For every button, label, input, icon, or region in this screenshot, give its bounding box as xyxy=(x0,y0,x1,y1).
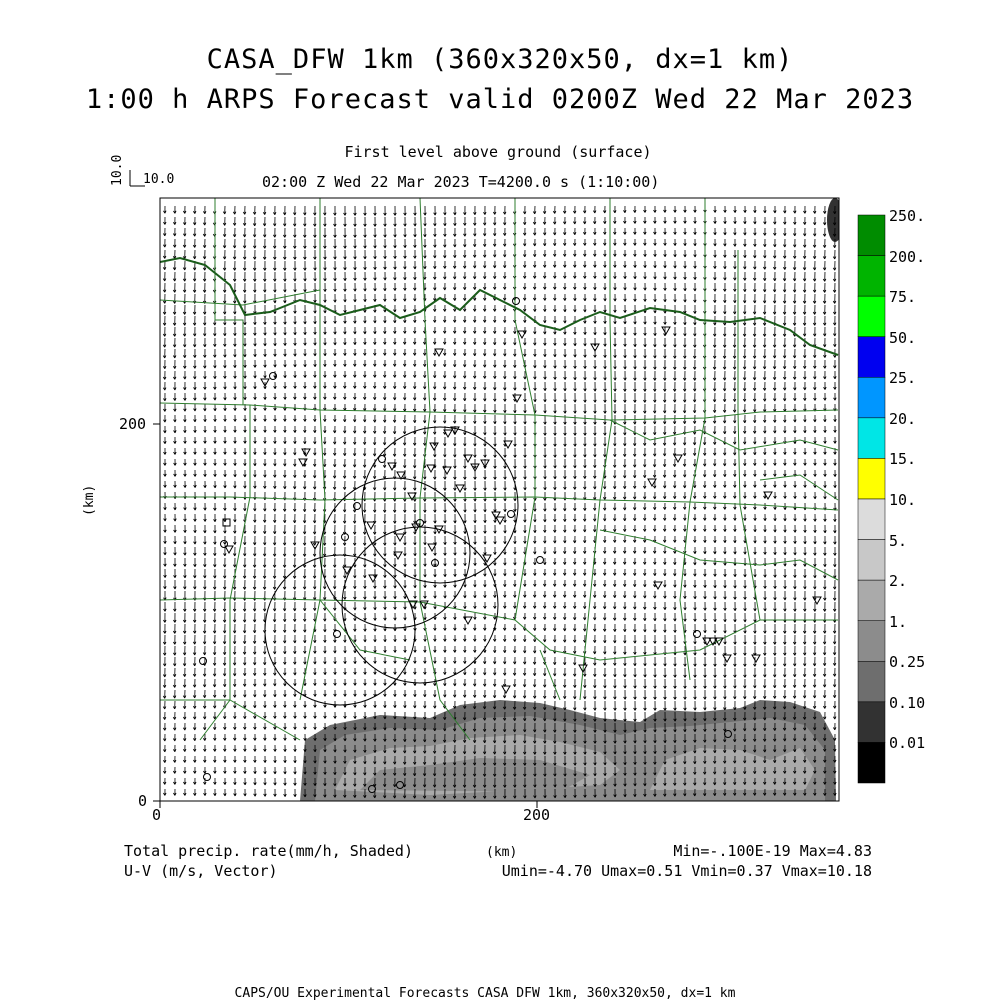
precip-min-max: Min=-.100E-19 Max=4.83 xyxy=(673,842,872,860)
level-label: First level above ground (surface) xyxy=(344,143,652,161)
station-triangle xyxy=(302,449,310,456)
colorbar-swatch xyxy=(858,377,885,418)
plot-title-line2: 1:00 h ARPS Forecast valid 0200Z Wed 22 Mar 2023 xyxy=(85,84,915,115)
colorbar-swatch xyxy=(858,458,885,499)
colorbar-swatch xyxy=(858,540,885,581)
wind-field-label: U-V (m/s, Vector) xyxy=(124,862,278,880)
colorbar-label: 1. xyxy=(889,612,908,631)
colorbar-label: 0.01 xyxy=(889,734,926,753)
colorbar-swatch xyxy=(858,621,885,662)
x-axis-label: (km) xyxy=(486,845,518,860)
colorbar-swatch xyxy=(858,215,885,256)
colorbar-label: 0.10 xyxy=(889,693,926,712)
colorbar-label: 200. xyxy=(889,247,926,266)
colorbar-label: 250. xyxy=(889,207,926,225)
colorbar-label: 10. xyxy=(889,491,917,509)
credit-line: CAPS/OU Experimental Forecasts CASA DFW 1km, 360x320x50, dx=1 km xyxy=(234,986,736,1001)
colorbar-swatch xyxy=(858,742,885,783)
station-circle xyxy=(508,511,515,518)
station-triangle xyxy=(443,467,451,474)
y-tick-0: 0 xyxy=(138,792,148,810)
colorbar-label: 15. xyxy=(889,450,917,469)
colorbar-swatch xyxy=(858,337,885,378)
colorbar-swatch xyxy=(858,256,885,297)
y-axis-label: (km) xyxy=(82,484,97,516)
station-triangle xyxy=(723,655,731,662)
county-boundaries xyxy=(160,198,838,740)
colorbar-label: 0.25 xyxy=(889,653,926,672)
colorbar-swatch xyxy=(858,702,885,743)
precip-shading xyxy=(300,198,843,801)
colorbar-label: 5. xyxy=(889,531,908,550)
colorbar-swatch xyxy=(858,661,885,702)
y-tick-200: 200 xyxy=(119,415,147,433)
station-triangle xyxy=(496,517,504,524)
station-circle xyxy=(221,541,228,548)
colorbar-label: 25. xyxy=(889,369,917,388)
colorbar-swatch xyxy=(858,580,885,621)
station-triangle xyxy=(752,655,760,662)
station-circle xyxy=(379,456,386,463)
station-triangle xyxy=(456,485,464,492)
ref-vector-horizontal-label: 10.0 xyxy=(143,172,175,187)
station-circle xyxy=(334,631,341,638)
ref-vector-vertical-label: 10.0 xyxy=(110,154,125,186)
station-triangle xyxy=(813,597,821,604)
colorbar-label: 20. xyxy=(889,409,917,428)
station-circle xyxy=(537,557,544,564)
station-triangle xyxy=(502,686,510,693)
station-circle xyxy=(694,631,701,638)
station-triangle xyxy=(396,534,404,541)
colorbar-swatch xyxy=(858,296,885,337)
station-triangle xyxy=(367,522,375,529)
precip-field-label: Total precip. rate(mm/h, Shaded) xyxy=(124,842,413,860)
wind-stats: Umin=-4.70 Umax=0.51 Vmin=0.37 Vmax=10.18 xyxy=(501,862,872,880)
colorbar xyxy=(858,215,885,783)
colorbar-label: 50. xyxy=(889,328,917,347)
colorbar-label: 75. xyxy=(889,288,917,307)
station-triangle xyxy=(662,327,670,334)
station-circle xyxy=(204,774,211,781)
valid-time-label: 02:00 Z Wed 22 Mar 2023 T=4200.0 s (1:10:00) xyxy=(262,173,660,191)
colorbar-swatch xyxy=(858,499,885,540)
x-tick-200: 200 xyxy=(523,806,551,824)
colorbar-swatch xyxy=(858,418,885,459)
x-tick-0: 0 xyxy=(152,806,162,824)
plot-title-line1: CASA_DFW 1km (360x320x50, dx=1 km) xyxy=(206,44,794,75)
red-river-boundary xyxy=(160,258,838,355)
station-triangle xyxy=(435,349,443,356)
colorbar-label: 2. xyxy=(889,572,908,591)
